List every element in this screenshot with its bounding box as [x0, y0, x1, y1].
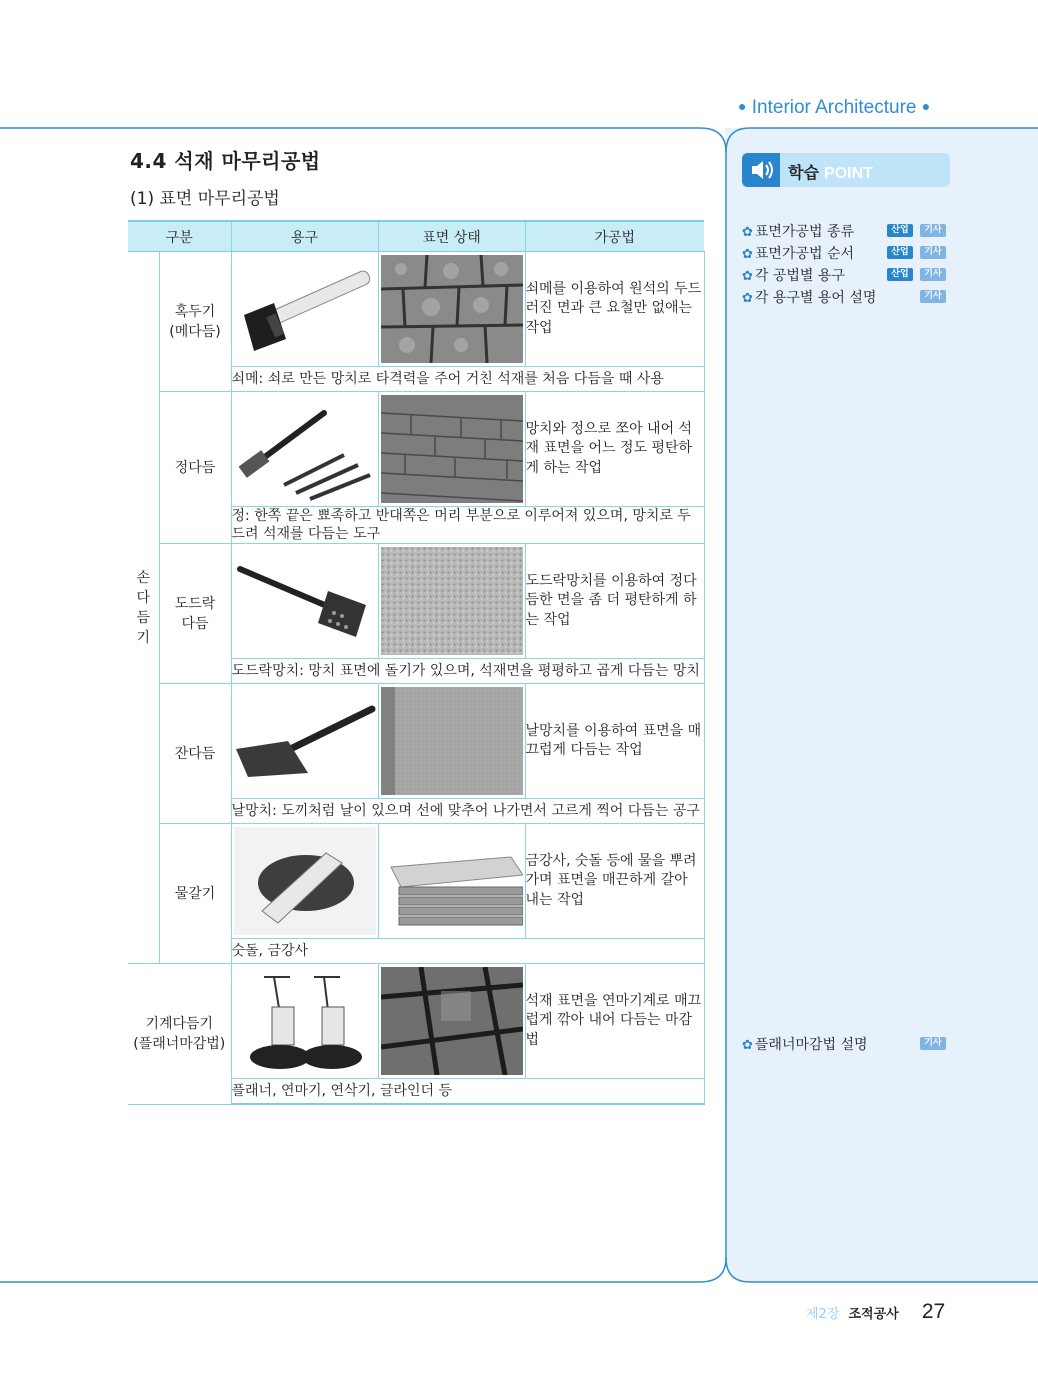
badge-industrial: 산업 [887, 268, 913, 281]
row-name [128, 964, 231, 1105]
chapter-number: 제2장 [806, 1307, 840, 1322]
badge-industrial: 산업 [887, 224, 913, 237]
page-footer [806, 1300, 945, 1324]
header-tag: ● Interior Architecture ● [738, 97, 931, 118]
gear-icon: ✿ [742, 291, 753, 306]
row-name-label: 물갈기 [174, 885, 216, 902]
outer-category-label [128, 568, 159, 648]
floor-grinder-icon [234, 967, 376, 1075]
section-title: 4.4 석재 마무리공법 [130, 149, 321, 173]
list-item: ✿ 표면가공법 순서 산업 기사 [742, 243, 952, 265]
row-name-label: 혹두기 (메다듬) [169, 303, 221, 340]
outer-category-char: 다 [136, 589, 151, 606]
method-description: 쇠메를 이용하여 원석의 두드러진 면과 큰 요철만 없애는 작업 [525, 252, 704, 367]
fine-dressed-surface-icon [381, 687, 523, 795]
method-description: 석재 표면을 연마기계로 매끄럽게 깎아 내어 다듬는 마감법 [525, 964, 704, 1079]
gear-icon: ✿ [742, 225, 753, 240]
table-row [128, 824, 704, 939]
outer-category-char: 듬 [136, 609, 151, 626]
gear-icon: ✿ [742, 247, 753, 262]
gear-icon: ✿ [742, 1038, 753, 1053]
table-row [128, 252, 704, 367]
table-header-row [128, 221, 704, 252]
study-point-box [742, 153, 950, 187]
gear-icon: ✿ [742, 269, 753, 284]
row-name [159, 252, 231, 392]
whetstone-icon [234, 827, 376, 935]
row-name-label: 정다듬 [174, 459, 216, 476]
polished-slab-stack-icon [381, 827, 523, 935]
tool-image [231, 252, 378, 367]
bush-hammer-icon [234, 547, 376, 655]
method-description: 도드락망치를 이용하여 정다듬한 면을 좀 더 평탄하게 하는 작업 [525, 544, 704, 659]
header-category: 구분 [128, 221, 231, 252]
table-row [128, 392, 704, 507]
tool-image [231, 392, 378, 507]
study-point-title: 학습 POINT [788, 163, 873, 182]
surface-image [378, 392, 525, 507]
row-name-label: 기계다듬기 (플래너마감법) [133, 1015, 226, 1052]
tool-note: 도드락망치: 망치 표면에 돌기가 있으며, 석재면을 평평하고 곱게 다듬는 망치 [231, 659, 704, 684]
tool-image [231, 964, 378, 1079]
blade-hammer-icon [234, 687, 376, 795]
table-row [128, 684, 704, 799]
badge-industrial: 산업 [887, 246, 913, 259]
method-description: 날망치를 이용하여 표면을 매끄럽게 다듬는 작업 [525, 684, 704, 799]
page-number: 27 [921, 1300, 946, 1323]
surface-image [378, 252, 525, 367]
polished-floor-tiles-icon [381, 967, 523, 1075]
chiseled-stone-wall-icon [381, 395, 523, 503]
list-item: ✿ 각 용구별 용어 설명 기사 [742, 287, 952, 309]
method-description: 금강사, 숫돌 등에 물을 뿌려 가며 표면을 매끈하게 갈아 내는 작업 [525, 824, 704, 939]
list-item: ✿ 표면가공법 종류 산업 기사 [742, 221, 952, 243]
chapter-title: 조적공사 [848, 1307, 899, 1322]
outer-category [128, 252, 159, 964]
tool-image [231, 544, 378, 659]
row-name [159, 684, 231, 824]
row-name [159, 392, 231, 544]
tool-image [231, 824, 378, 939]
header-tool: 용구 [231, 221, 378, 252]
outer-category-char: 손 [136, 569, 151, 586]
study-point-list-2 [742, 1034, 952, 1056]
row-name [159, 544, 231, 684]
surface-image [378, 544, 525, 659]
badge-engineer: 기사 [920, 268, 946, 281]
outer-category-char: 기 [136, 629, 151, 646]
sledgehammer-icon [234, 255, 376, 363]
method-description: 망치와 정으로 쪼아 내어 석재 표면을 어느 정도 평탄하게 하는 작업 [525, 392, 704, 507]
row-name-label: 도드락 다듬 [174, 595, 216, 632]
tool-note: 플래너, 연마기, 연삭기, 글라인더 등 [231, 1079, 704, 1105]
bush-hammered-surface-icon [381, 547, 523, 655]
tool-note: 숫돌, 금강사 [231, 939, 704, 964]
header-method: 가공법 [525, 221, 704, 252]
list-item: ✿ 플래너마감법 설명 기사 [742, 1034, 952, 1056]
table-row [128, 964, 704, 1079]
finishing-method-table [128, 220, 705, 1105]
tool-note: 쇠메: 쇠로 만든 망치로 타격력을 주어 거친 석재를 처음 다듬을 때 사용 [231, 367, 704, 392]
tool-image [231, 684, 378, 799]
header-surface: 표면 상태 [378, 221, 525, 252]
surface-image [378, 684, 525, 799]
tool-note: 정: 한쪽 끝은 뾰족하고 반대쪽은 머리 부분으로 이루어져 있으며, 망치로 두드려 석재를 다듬는 도구 [231, 507, 704, 544]
badge-engineer: 기사 [920, 1037, 946, 1050]
badge-engineer: 기사 [920, 224, 946, 237]
hammer-and-chisels-icon [234, 395, 376, 503]
rough-stone-wall-icon [381, 255, 523, 363]
row-name-label: 잔다듬 [174, 745, 216, 762]
tool-note: 날망치: 도끼처럼 날이 있으며 선에 맞추어 나가면서 고르게 찍어 다듬는 공구 [231, 799, 704, 824]
surface-image [378, 824, 525, 939]
subsection-title: (1) 표면 마무리공법 [130, 189, 280, 209]
row-name [159, 824, 231, 964]
surface-image [378, 964, 525, 1079]
list-item: ✿ 각 공법별 용구 산업 기사 [742, 265, 952, 287]
badge-engineer: 기사 [920, 290, 946, 303]
table-row [128, 544, 704, 659]
badge-engineer: 기사 [920, 246, 946, 259]
speaker-icon [742, 153, 780, 187]
study-point-list [742, 221, 952, 309]
